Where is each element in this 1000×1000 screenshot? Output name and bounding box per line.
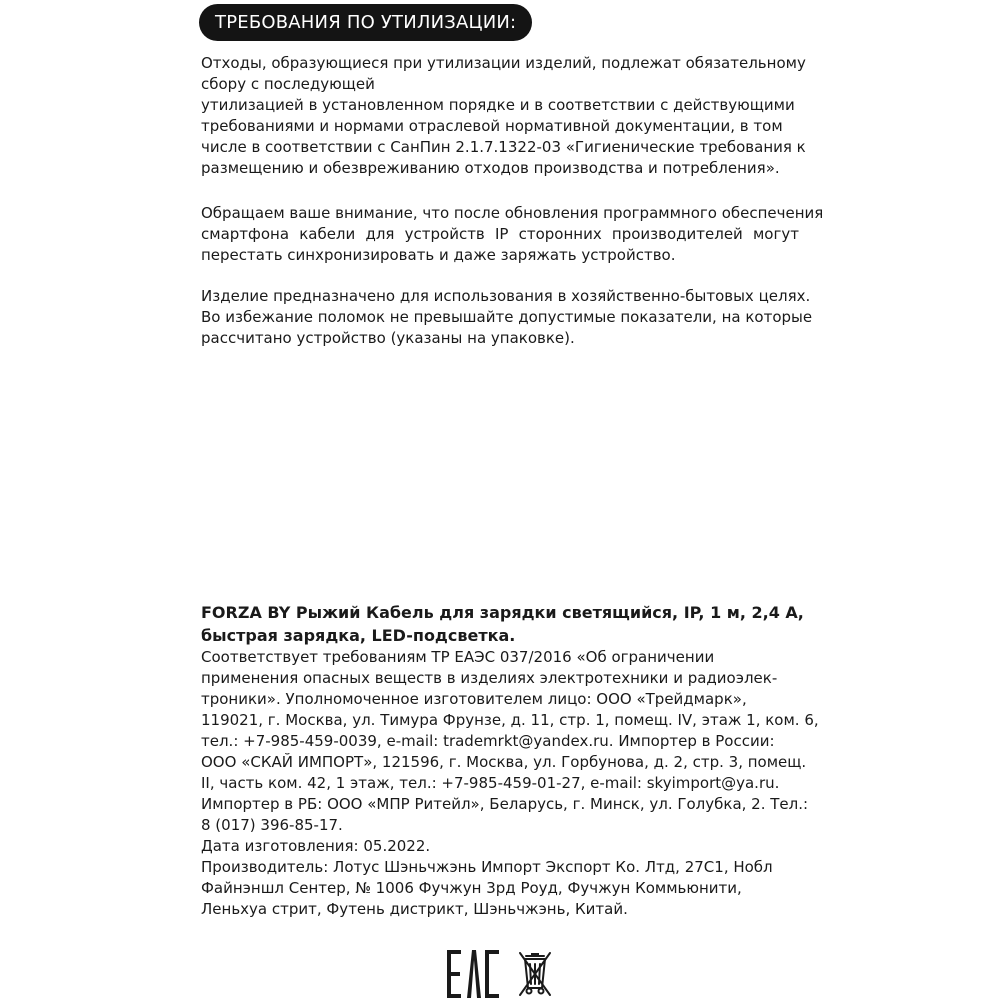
disposal-line: числе в соответствии с СанПин 2.1.7.1322-03 «Гигиенические требования к [201,138,806,156]
product-info-line: Производитель: Лотус Шэньчжэнь Импорт Экспорт Ко. Лтд, 27С1, Нобл [201,858,773,876]
certification-marks [447,950,553,998]
product-info-line: Импортер в РБ: ООО «МПР Ритейл», Беларусь, г. Минск, ул. Голубка, 2. Тел.: [201,795,809,813]
usage-line: Изделие предназначено для использования в хозяйственно-бытовых целях. [201,287,811,305]
eac-mark-icon [447,950,501,998]
product-info-line: применения опасных веществ в изделиях электротехники и радиоэлек- [201,669,778,687]
disposal-line: Отходы, образующиеся при утилизации изделий, подлежат обязательному [201,54,806,72]
disposal-heading: ТРЕБОВАНИЯ ПО УТИЛИЗАЦИИ: [199,4,532,41]
product-info-block [201,601,819,920]
product-title-line: FORZA BY Рыжий Кабель для зарядки светящийся, IP, 1 м, 2,4 А, [201,603,804,622]
disposal-line: требованиями и нормами отраслевой нормативной документации, в том [201,117,783,135]
firmware-notice-paragraph [201,203,824,266]
product-info-line: 8 (017) 396-85-17. [201,816,343,834]
usage-line: рассчитано устройство (указаны на упаковке). [201,329,575,347]
disposal-paragraph [201,53,806,179]
product-info-line: Леньхуа стрит, Футень дистрикт, Шэньчжэнь, Китай. [201,900,628,918]
product-info-line: троники». Уполномоченное изготовителем лицо: ООО «Трейдмарк», [201,690,747,708]
product-info-line: Дата изготовления: 05.2022. [201,837,431,855]
product-info-line: Файнэншл Сентер, № 1006 Фучжун 3рд Роуд, Фучжун Коммьюнити, [201,879,742,897]
notice-line: перестать синхронизировать и даже заряжать устройство. [201,246,676,264]
usage-line: Во избежание поломок не превышайте допустимые показатели, на которые [201,308,813,326]
product-info-line: тел.: +7-985-459-0039, e-mail: trademrkt@yandex.ru. Импортер в России: [201,732,775,750]
notice-line: Обращаем ваше внимание, что после обновления программного обеспечения [201,204,824,222]
product-info-line: 119021, г. Москва, ул. Тимура Фрунзе, д. 11, стр. 1, помещ. IV, этаж 1, ком. 6, [201,711,819,729]
product-info-line: ООО «СКАЙ ИМПОРТ», 121596, г. Москва, ул. Горбунова, д. 2, стр. 3, помещ. [201,753,807,771]
crossed-out-wheelie-bin-icon [517,950,553,998]
notice-line: смартфона кабели для устройств IP сторонних производителей могут [201,225,799,243]
product-info-line: II, часть ком. 42, 1 этаж, тел.: +7-985-459-01-27, e-mail: skyimport@ya.ru. [201,774,780,792]
disposal-line: сбору с последующей [201,75,375,93]
disposal-line: размещению и обезвреживанию отходов производства и потребления». [201,159,780,177]
product-info-line: Соответствует требованиям ТР ЕАЭС 037/2016 «Об ограничении [201,648,715,666]
disposal-line: утилизацией в установленном порядке и в соответствии с действующими [201,96,795,114]
usage-paragraph [201,286,813,349]
product-title-line: быстрая зарядка, LED-подсветка. [201,626,516,645]
